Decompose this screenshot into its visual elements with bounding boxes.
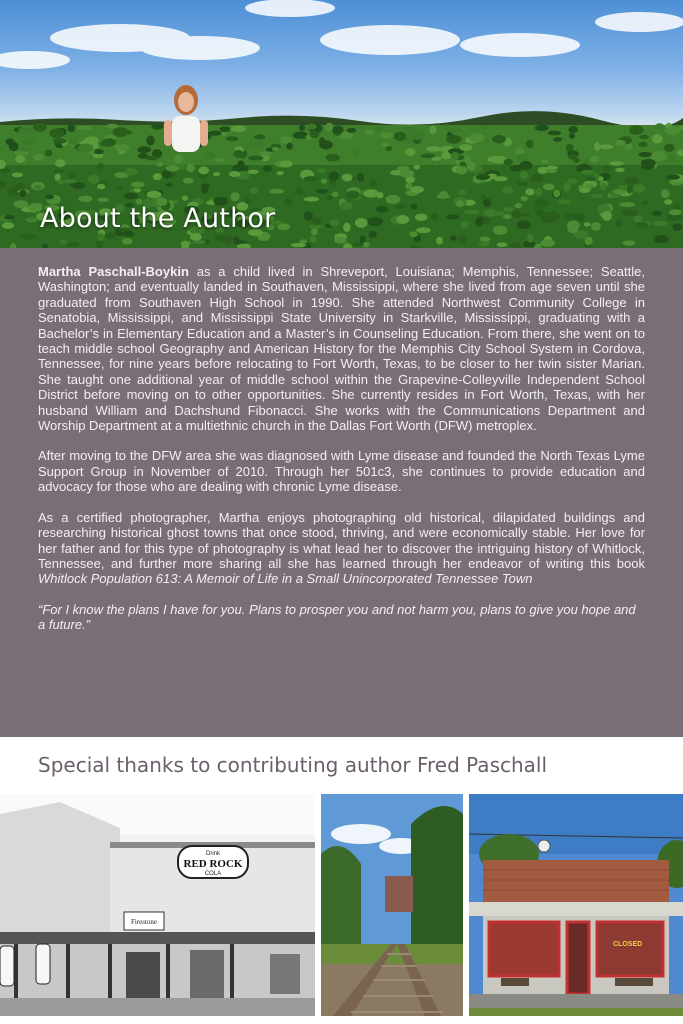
- author-bio-panel: [0, 248, 683, 737]
- photo-old-store: [0, 794, 315, 1016]
- clouds: [0, 0, 683, 69]
- cola-sign-bottom: COLA: [204, 871, 222, 877]
- book-title: Whitlock Population 613: A Memoir of Life in a Small Unincorporated Tennessee Town: [38, 571, 533, 587]
- bio-paragraph-1-text: as a child lived in Shreveport, Louisiana; Memphis, Tennessee; Seattle, Washington; and eventually landed in Southaven, Mississippi, where she lived from age seven until she graduated from Southaven High School in 1990. She attended Northwest Community College in Senatobia, Mississippi, and Mississippi State University in Starkville, Mississippi, graduating with a Bachelor’s in Elementary Education and a Master’s in Counseling Education. From there, she went on to teach middle school Geography and American History for the Memphis City School System in Cordova, Tennessee, for nine years before relocating to Fort Worth, Texas, to be closer to her twin sister Marian. She taught one additional year of middle school within the Grapevine-Colleyville Independent School District before moving on to other opportunities. She currently resides in Fort Worth, Texas, with her husband William and Dachshund Fibonacci. She works with the Communications Department and Worship Department at a multiethnic church in the Dallas Fort Worth (DFW) metroplex.: [38, 264, 645, 434]
- bio-paragraph-3-text: As a certified photographer, Martha enjoys photographing old historical, dilapidated buildings and researching historical ghost towns that once stood, thriving, and were economically stable. Her love for her father and for this type of photography is what lead her to discover the intriguing history of Whitlock, Tennessee, and further more sharing all she has learned through her endeavor of writing this book: [38, 509, 645, 571]
- person-in-field: [164, 85, 208, 152]
- bio-paragraph-3: [38, 510, 645, 587]
- closed-sign: CLOSED: [613, 941, 643, 948]
- scripture-quote: “For I know the plans I have for you. Plans to prosper you and not harm you, plans to give you hope and a future.”: [38, 601, 636, 633]
- page-title: About the Author: [40, 203, 276, 234]
- bio-paragraph-1: [38, 264, 645, 433]
- cola-sign-main: RED ROCK: [183, 858, 243, 870]
- photo-railroad-tracks: [321, 794, 463, 1016]
- hero-photo: [0, 0, 683, 248]
- store-sign: Firestone: [130, 918, 158, 926]
- bio-paragraph-2: After moving to the DFW area she was diagnosed with Lyme disease and founded the North Texas Lyme Support Group in November of 2010. Through her 501c3, she continues to provide education and advocacy for those who are dealing with chronic Lyme disease.: [38, 448, 645, 495]
- cola-sign-top: Drink: [205, 851, 221, 857]
- special-thanks-heading: Special thanks to contributing author Fred Paschall: [38, 753, 548, 777]
- photo-brick-storefront: [469, 794, 683, 1016]
- author-name: Martha Paschall-Boykin: [38, 264, 189, 279]
